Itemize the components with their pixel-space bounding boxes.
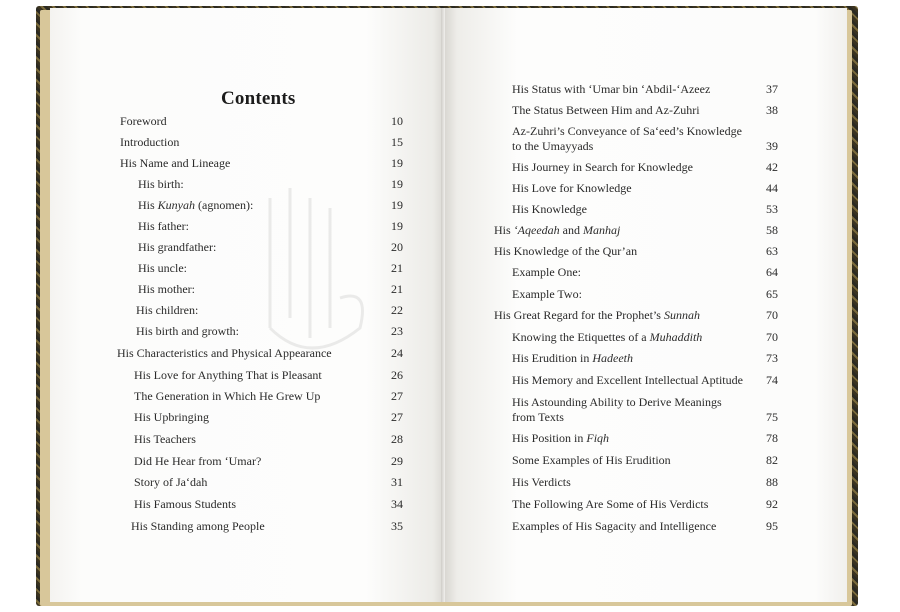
toc-entry-text: Example One: (512, 265, 581, 279)
toc-page-number: 10 (391, 114, 403, 128)
toc-page-number: 24 (391, 346, 403, 360)
toc-page-number: 70 (766, 308, 778, 322)
toc-entry-text: His birth: (138, 177, 184, 191)
toc-page-number: 20 (391, 240, 403, 254)
toc-entry-text: Did He Hear from ‘Umar? (134, 454, 262, 468)
toc-entry-title (138, 198, 253, 213)
toc-entry-text: His uncle: (138, 261, 187, 275)
toc-entry-title (512, 395, 722, 425)
toc-entry-text: His Great Regard for the Prophet’s (494, 308, 664, 322)
toc-entry-text: His Memory and Excellent Intellectual Aptitude (512, 373, 743, 387)
toc-entry-text: His Erudition in (512, 351, 593, 365)
toc-entry-text: The Following Are Some of His Verdicts (512, 497, 709, 511)
toc-page-number: 65 (766, 287, 778, 301)
toc-page-number: 82 (766, 453, 778, 467)
toc-page-number: 73 (766, 351, 778, 365)
toc-page-number: 78 (766, 431, 778, 445)
toc-entry-title (136, 324, 239, 339)
contents-title: Contents (221, 88, 296, 109)
toc-entry-italic: Kunyah (157, 198, 196, 212)
toc-page-number: 19 (391, 177, 403, 191)
toc-entry-text: His father: (138, 219, 189, 233)
toc-entry-title (134, 389, 320, 404)
toc-page-number: 15 (391, 135, 403, 149)
toc-page-number: 37 (766, 82, 778, 96)
toc-entry-text: Knowing the Etiquettes of a (512, 330, 650, 344)
toc-entry-italic: Manhaj (582, 223, 621, 237)
toc-page-number: 63 (766, 244, 778, 258)
toc-entry-text: His Characteristics and Physical Appearance (117, 346, 332, 360)
toc-entry-title (136, 303, 198, 318)
right-page (445, 8, 847, 602)
toc-entry-text: His (138, 198, 158, 212)
toc-entry-italic: ‘Aqeedah (513, 223, 560, 237)
toc-entry-text-line2: from Texts (512, 410, 564, 424)
toc-entry-text-after: and (559, 223, 583, 237)
toc-entry-text: The Status Between Him and Az-Zuhri (512, 103, 700, 117)
toc-entry-text: His Teachers (134, 432, 196, 446)
toc-entry-text: His Astounding Ability to Derive Meanings (512, 395, 722, 409)
toc-entry-text: His Knowledge of the Qur’an (494, 244, 638, 258)
toc-page-number: 39 (766, 139, 778, 153)
toc-entry-title (512, 103, 700, 118)
toc-page-number: 42 (766, 160, 778, 174)
toc-entry-title (512, 373, 743, 388)
toc-entry-text: His grandfather: (138, 240, 217, 254)
toc-entry-title (512, 475, 571, 490)
toc-entry-italic: Hadeeth (592, 351, 633, 365)
toc-entry-title (512, 181, 632, 196)
toc-entry-text: His Upbringing (134, 410, 209, 424)
toc-page-number: 34 (391, 497, 403, 511)
toc-page-number: 74 (766, 373, 778, 387)
toc-entry-text: His birth and growth: (136, 324, 239, 338)
toc-entry-title (512, 124, 742, 154)
toc-page-number: 75 (766, 410, 778, 424)
toc-entry-text-line2: to the Umayyads (512, 139, 594, 153)
toc-entry-title (512, 351, 633, 366)
toc-entry-text: Foreword (120, 114, 167, 128)
toc-entry-title (117, 346, 332, 361)
toc-entry-text: His Verdicts (512, 475, 571, 489)
toc-page-number: 38 (766, 103, 778, 117)
toc-entry-title (134, 432, 196, 447)
toc-page-number: 70 (766, 330, 778, 344)
toc-entry-title (512, 431, 609, 446)
toc-entry-text-after: (agnomen): (195, 198, 254, 212)
toc-entry-text: His Standing among People (131, 519, 265, 533)
toc-entry-italic: Sunnah (663, 308, 700, 322)
toc-page-number: 29 (391, 454, 403, 468)
toc-entry-title (120, 114, 167, 129)
toc-entry-title (134, 475, 207, 490)
toc-entry-text: The Generation in Which He Grew Up (134, 389, 321, 403)
toc-entry-title (512, 330, 702, 345)
toc-entry-title (120, 135, 179, 150)
toc-entry-text: His Love for Anything That is Pleasant (134, 368, 322, 382)
toc-page-number: 35 (391, 519, 403, 533)
toc-entry-title (134, 368, 322, 383)
toc-page-number: 28 (391, 432, 403, 446)
toc-entry-text: Example Two: (512, 287, 582, 301)
toc-entry-title (134, 454, 261, 469)
toc-entry-title (494, 223, 620, 238)
toc-page-number: 95 (766, 519, 778, 533)
toc-entry-title (131, 519, 265, 534)
toc-entry-title (120, 156, 230, 171)
toc-entry-title (138, 261, 187, 276)
toc-page-number: 92 (766, 497, 778, 511)
toc-entry-title (512, 497, 708, 512)
toc-page-number: 21 (391, 261, 403, 275)
toc-page-number: 19 (391, 219, 403, 233)
toc-entry-text: Az-Zuhri’s Conveyance of Sa‘eed’s Knowledge (512, 124, 742, 138)
toc-page-number: 44 (766, 181, 778, 195)
toc-entry-title (134, 410, 209, 425)
toc-entry-text: Some Examples of His Erudition (512, 453, 671, 467)
toc-page-number: 27 (391, 389, 403, 403)
toc-entry-title (512, 160, 693, 175)
toc-entry-text: Examples of His Sagacity and Intelligence (512, 519, 717, 533)
toc-entry-text: His Journey in Search for Knowledge (512, 160, 693, 174)
toc-entry-text: His (494, 223, 514, 237)
toc-entry-title (512, 519, 716, 534)
toc-entry-title (512, 453, 671, 468)
toc-entry-title (512, 202, 587, 217)
toc-page-number: 88 (766, 475, 778, 489)
toc-entry-title (494, 244, 637, 259)
toc-page-number: 64 (766, 265, 778, 279)
toc-page-number: 19 (391, 198, 403, 212)
toc-entry-title (138, 240, 216, 255)
toc-page-number: 26 (391, 368, 403, 382)
toc-entry-text: His Position in (512, 431, 587, 445)
toc-page-number: 31 (391, 475, 403, 489)
toc-entry-text: His Name and Lineage (120, 156, 231, 170)
toc-page-number: 27 (391, 410, 403, 424)
toc-entry-text: His Love for Knowledge (512, 181, 632, 195)
toc-entry-title (138, 282, 195, 297)
toc-entry-title (138, 219, 189, 234)
toc-entry-italic: Fiqh (586, 431, 610, 445)
toc-page-number: 21 (391, 282, 403, 296)
toc-page-number: 19 (391, 156, 403, 170)
toc-page-number: 53 (766, 202, 778, 216)
toc-entry-text: His Knowledge (512, 202, 587, 216)
toc-entry-title (512, 82, 710, 97)
toc-entry-text: Introduction (120, 135, 180, 149)
toc-entry-italic: Muhaddith (649, 330, 703, 344)
toc-entry-text: His Famous Students (134, 497, 237, 511)
toc-entry-title (512, 265, 581, 280)
toc-entry-title (134, 497, 236, 512)
toc-entry-text: His Status with ‘Umar bin ‘Abdil-‘Azeez (512, 82, 711, 96)
toc-page-number: 23 (391, 324, 403, 338)
toc-entry-title (494, 308, 700, 323)
toc-page-number: 58 (766, 223, 778, 237)
toc-entry-text: His mother: (138, 282, 195, 296)
toc-entry-title (512, 287, 582, 302)
toc-entry-title (138, 177, 184, 192)
toc-entry-text: Story of Ja‘dah (134, 475, 208, 489)
toc-page-number: 22 (391, 303, 403, 317)
toc-entry-text: His children: (136, 303, 199, 317)
